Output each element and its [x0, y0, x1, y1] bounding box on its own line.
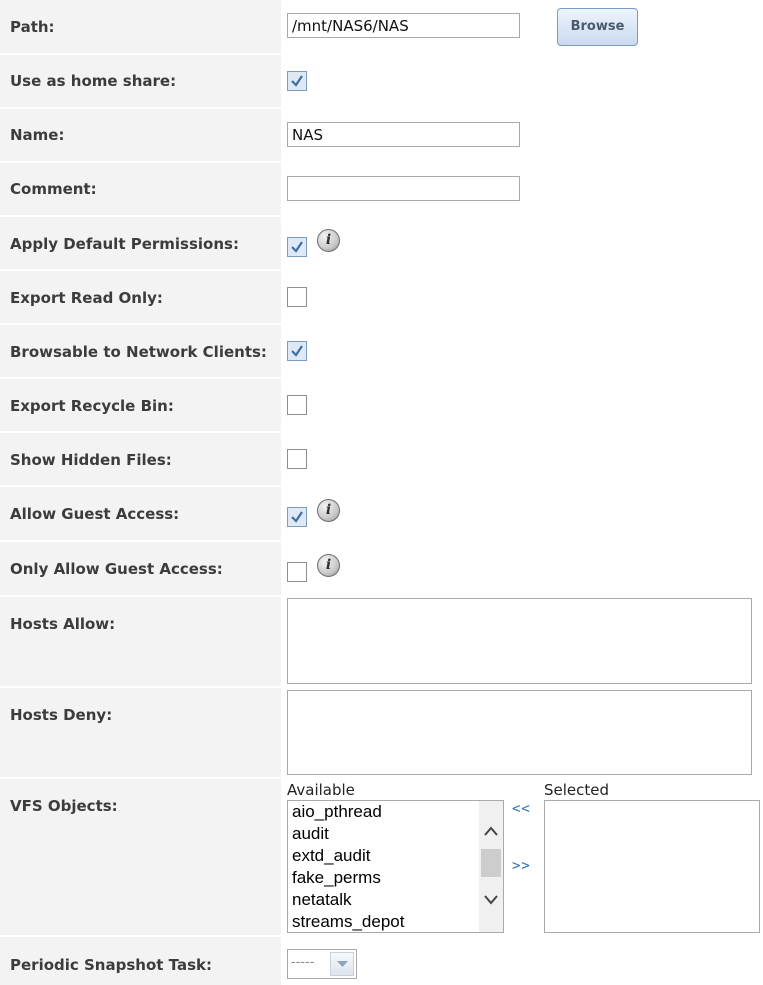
name-row	[0, 109, 763, 161]
hosts-deny-row	[0, 688, 763, 777]
scrollbar-thumb[interactable]	[481, 849, 501, 877]
hidden-files-row	[0, 433, 763, 485]
path-input[interactable]	[287, 13, 520, 38]
name-input[interactable]	[287, 122, 520, 147]
name-label: Name:	[10, 126, 65, 144]
vfs-label-cell	[0, 779, 281, 935]
default-perms-label-cell	[0, 217, 281, 269]
browse-button[interactable]: Browse	[557, 8, 638, 46]
default-perms-label: Apply Default Permissions:	[10, 235, 239, 253]
available-listbox[interactable]	[287, 800, 504, 933]
list-item[interactable]: netatalk	[292, 890, 352, 909]
browsable-label: Browsable to Network Clients:	[10, 343, 267, 361]
hosts-deny-label-cell	[0, 688, 281, 777]
comment-row	[0, 163, 763, 215]
guest-access-label-cell	[0, 487, 281, 540]
vfs-label: VFS Objects:	[10, 797, 118, 815]
dropdown-arrow[interactable]	[330, 952, 354, 976]
read-only-label: Export Read Only:	[10, 289, 163, 307]
browsable-label-cell	[0, 325, 281, 377]
guest-only-checkbox[interactable]	[287, 562, 307, 582]
snapshot-label-cell	[0, 937, 281, 985]
home-share-label: Use as home share:	[10, 72, 177, 90]
hosts-allow-label-cell	[0, 597, 281, 686]
default-perms-row	[0, 217, 763, 269]
comment-input[interactable]	[287, 176, 520, 201]
list-item[interactable]: extd_audit	[292, 846, 371, 865]
remove-selected-button[interactable]: <<	[512, 801, 531, 817]
recycle-bin-label-cell	[0, 379, 281, 431]
info-icon[interactable]: i	[317, 554, 340, 577]
hosts-allow-row	[0, 597, 763, 686]
guest-access-row	[0, 487, 763, 540]
home-share-row	[0, 55, 763, 107]
hosts-deny-textarea[interactable]	[287, 690, 752, 775]
list-item[interactable]: aio_pthread	[292, 802, 382, 821]
recycle-bin-row	[0, 379, 763, 431]
recycle-bin-label: Export Recycle Bin:	[10, 397, 174, 415]
guest-only-label-cell	[0, 542, 281, 595]
guest-only-label: Only Allow Guest Access:	[10, 560, 223, 578]
path-row	[0, 0, 763, 53]
list-item[interactable]: audit	[292, 824, 329, 843]
checkmark-icon	[290, 240, 304, 254]
browsable-checkbox[interactable]	[287, 341, 307, 361]
chevron-down-icon	[337, 961, 348, 968]
read-only-label-cell	[0, 271, 281, 323]
checkmark-icon	[290, 510, 304, 524]
list-item[interactable]: fake_perms	[292, 868, 381, 887]
guest-access-checkbox[interactable]	[287, 507, 307, 527]
info-icon[interactable]: i	[317, 499, 340, 522]
list-item[interactable]: streams_depot	[292, 912, 405, 931]
browsable-row	[0, 325, 763, 377]
read-only-checkbox[interactable]	[287, 287, 307, 307]
selected-listbox[interactable]	[544, 800, 760, 933]
snapshot-select[interactable]	[287, 949, 357, 979]
hidden-files-label: Show Hidden Files:	[10, 451, 172, 469]
guest-access-label: Allow Guest Access:	[10, 505, 180, 523]
snapshot-row	[0, 937, 763, 985]
hosts-deny-label: Hosts Deny:	[10, 706, 113, 724]
path-label-cell	[0, 0, 281, 53]
hosts-allow-textarea[interactable]	[287, 598, 752, 684]
scroll-up-icon[interactable]	[483, 825, 499, 837]
home-share-checkbox[interactable]	[287, 71, 307, 91]
vfs-row	[0, 779, 763, 935]
recycle-bin-checkbox[interactable]	[287, 395, 307, 415]
home-share-label-cell	[0, 55, 281, 107]
listbox-scrollbar[interactable]	[479, 801, 503, 932]
available-heading: Available	[287, 781, 355, 799]
snapshot-select-value: -----	[291, 955, 315, 970]
scroll-down-icon[interactable]	[483, 894, 499, 906]
checkmark-icon	[290, 74, 304, 88]
name-label-cell	[0, 109, 281, 161]
default-perms-checkbox[interactable]	[287, 237, 307, 257]
hidden-files-checkbox[interactable]	[287, 449, 307, 469]
hidden-files-label-cell	[0, 433, 281, 485]
snapshot-label: Periodic Snapshot Task:	[10, 956, 212, 974]
comment-label-cell	[0, 163, 281, 215]
path-label: Path:	[10, 18, 55, 36]
selected-heading: Selected	[544, 781, 610, 799]
add-selected-button[interactable]: >>	[512, 858, 531, 874]
read-only-row	[0, 271, 763, 323]
checkmark-icon	[290, 344, 304, 358]
info-icon[interactable]: i	[317, 229, 340, 252]
guest-only-row	[0, 542, 763, 595]
comment-label: Comment:	[10, 180, 97, 198]
hosts-allow-label: Hosts Allow:	[10, 615, 116, 633]
